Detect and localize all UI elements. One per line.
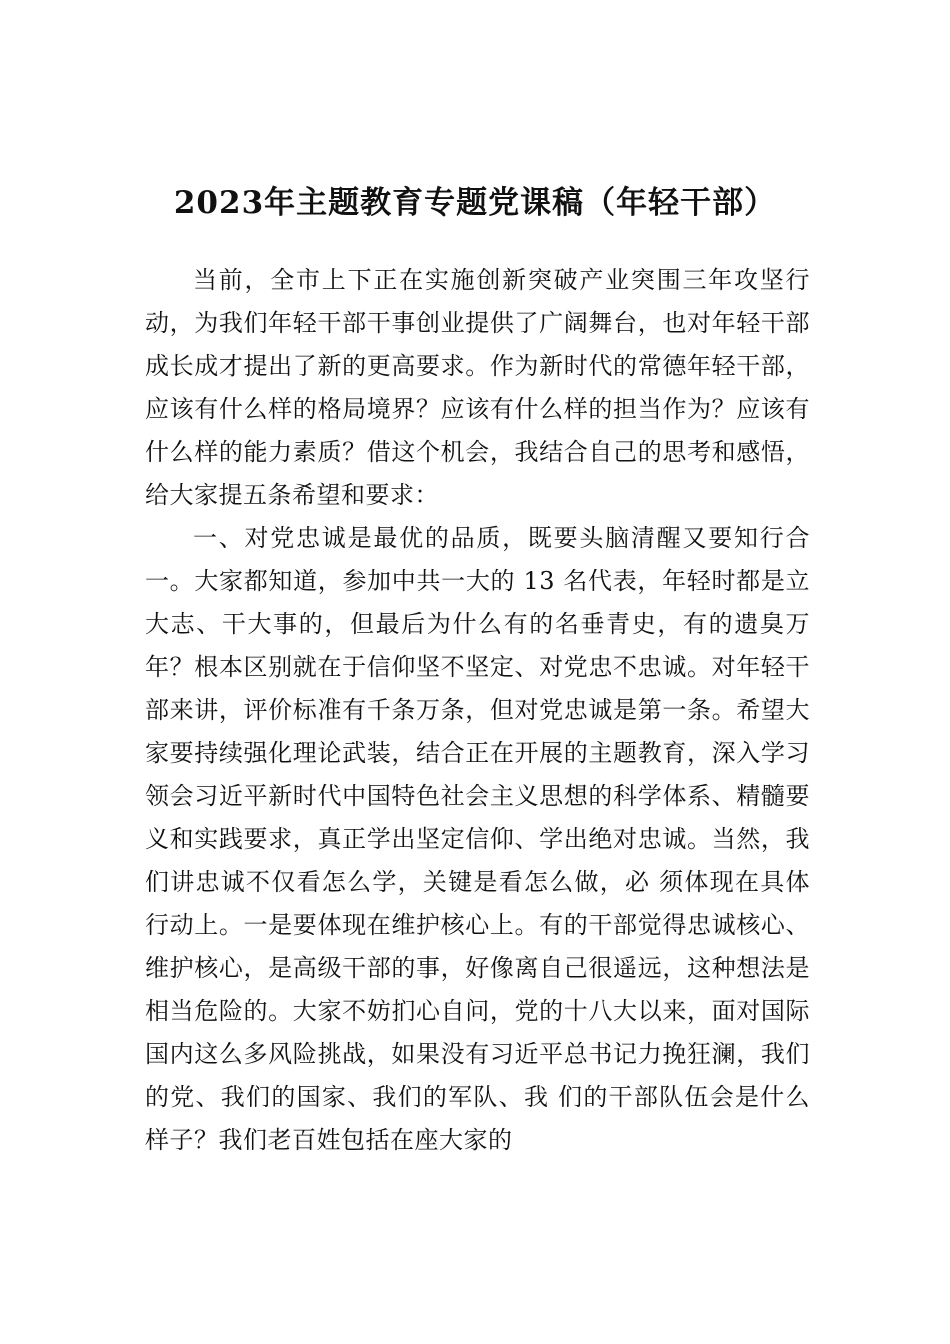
paragraph-loyalty: 一、对党忠诚是最优的品质，既要头脑清醒又要知行合一。大家都知道，参加中共一大的 13 名代表，年轻时都是立大志、干大事的，但最后为什么有的名垂青史，有的遗臭万年？根本区别就在于信仰坚不坚定、对党忠不忠诚。对年轻干部来讲，评价标准有千条万条，但对党忠诚是第一条。希望大家要持续强化理论武装，结合正在开展的主题教育，深入学习领会习近平新时代中国特色社会主义思想的科学体系、精髓要义和实践要求，真正学出坚定信仰、学出绝对忠诚。当然，我们讲忠诚不仅看怎么学，关键是看怎么做，必 须体现在具体行动上。一是要体现在维护核心上。有的干部觉得忠诚核心、维护核心，是高级干部的事，好像离自己很遥远，这种想法是相当危险的。大家不妨扪心自问，党的十八大以来，面对国际国内这么多风险挑战，如果没有习近平总书记力挽狂澜，我们的党、我们的国家、我们的军队、我 们的干部队伍会是什么样子？我们老百姓包括在座大家的 bbox=[145, 524, 810, 1154]
paragraph-intro: 当前，全市上下正在实施创新突破产业突围三年攻坚行动，为我们年轻干部干事创业提供了广阔舞台，也对年轻干部成长成才提出了新的更高要求。作为新时代的常德年轻干部，应该有什么样的格局境界？应该有什么样的担当作为？应该有什么样的能力素质？借这个机会，我结合自己的思考和感悟，给大家提五条希望和要求： bbox=[145, 266, 810, 509]
document-title: 2023年主题教育专题党课稿（年轻干部） bbox=[173, 184, 777, 221]
document-body bbox=[145, 259, 810, 1162]
